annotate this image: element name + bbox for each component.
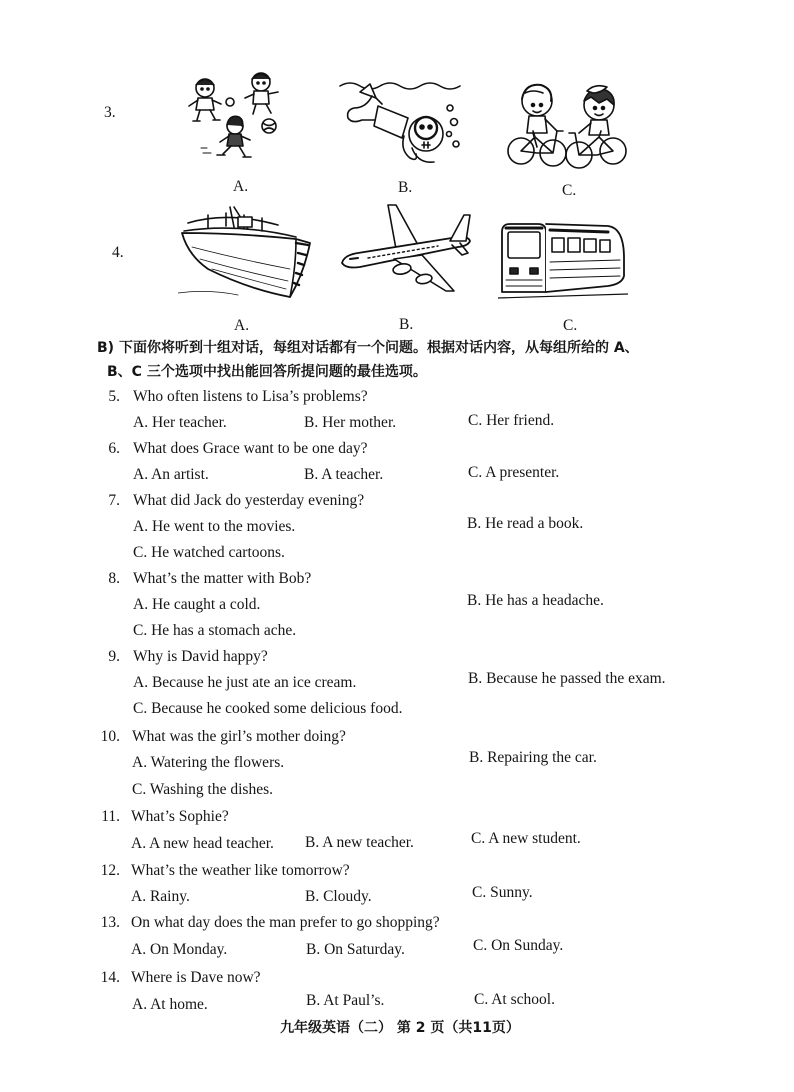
- question-4-number: 4.: [112, 244, 124, 261]
- question-10-option-c: C. Washing the dishes.: [132, 781, 273, 798]
- question-4-option-c-label: C.: [563, 317, 578, 334]
- question-9-option-a: A. Because he just ate an ice cream.: [133, 674, 357, 691]
- question-3-option-a-label: A.: [233, 178, 249, 195]
- question-9-text: Why is David happy?: [133, 648, 268, 665]
- question-14-option-b: B. At Paul’s.: [306, 992, 385, 1009]
- question-11-number: 11.: [101, 808, 120, 825]
- question-7-option-b: B. He read a book.: [467, 515, 584, 532]
- question-6-number: 6.: [108, 440, 120, 457]
- question-10-option-a: A. Watering the flowers.: [132, 754, 285, 771]
- question-8-number: 8.: [108, 570, 120, 587]
- question-6-text: What does Grace want to be one day?: [133, 440, 368, 457]
- question-3-option-b-label: B.: [398, 179, 413, 196]
- section-b-instruction-line-2: B、C 三个选项中找出能回答所提问题的最佳选项。: [107, 364, 427, 380]
- section-b-instruction-line-1: B) 下面你将听到十组对话，每组对话都有一个问题。根据对话内容，从每组所给的 A、: [97, 340, 639, 356]
- question-5-option-c: C. Her friend.: [468, 412, 555, 429]
- question-7-option-c: C. He watched cartoons.: [133, 544, 285, 561]
- question-12-option-b: B. Cloudy.: [305, 888, 372, 905]
- question-10-number: 10.: [100, 728, 120, 745]
- question-11-text: What’s Sophie?: [131, 808, 229, 825]
- question-12-option-c: C. Sunny.: [472, 884, 533, 901]
- question-6-option-a: A. An artist.: [133, 466, 209, 483]
- question-4-option-a-label: A.: [234, 317, 250, 334]
- question-11-option-a: A. A new head teacher.: [131, 835, 274, 852]
- question-5-option-b: B. Her mother.: [304, 414, 397, 431]
- kids-cycling-picture: [503, 75, 631, 170]
- question-11-option-b: B. A new teacher.: [305, 834, 414, 851]
- question-9-option-c: C. Because he cooked some delicious food.: [133, 700, 403, 717]
- boat-picture: [178, 203, 314, 301]
- question-7-number: 7.: [108, 492, 120, 509]
- page-footer: 九年级英语（二） 第 2 页（共11页）: [280, 1020, 520, 1036]
- question-9-option-b: B. Because he passed the exam.: [468, 670, 666, 687]
- question-3-option-c-label: C.: [562, 182, 577, 199]
- question-12-option-a: A. Rainy.: [131, 888, 190, 905]
- question-5-option-a: A. Her teacher.: [133, 414, 227, 431]
- question-10-option-b: B. Repairing the car.: [469, 749, 597, 766]
- question-9-number: 9.: [108, 648, 120, 665]
- question-6-option-b: B. A teacher.: [304, 466, 384, 483]
- question-5-text: Who often listens to Lisa’s problems?: [133, 388, 368, 405]
- question-4-option-b-label: B.: [399, 316, 414, 333]
- train-picture: [498, 218, 628, 302]
- question-13-option-a: A. On Monday.: [131, 941, 228, 958]
- airplane-picture: [338, 203, 474, 293]
- question-7-text: What did Jack do yesterday evening?: [133, 492, 365, 509]
- question-10-text: What was the girl’s mother doing?: [132, 728, 346, 745]
- question-3-number: 3.: [104, 104, 116, 121]
- question-14-number: 14.: [100, 969, 120, 986]
- question-14-option-c: C. At school.: [474, 991, 555, 1008]
- question-8-option-b: B. He has a headache.: [467, 592, 604, 609]
- question-13-option-b: B. On Saturday.: [306, 941, 405, 958]
- question-14-option-a: A. At home.: [132, 996, 208, 1013]
- question-8-text: What’s the matter with Bob?: [133, 570, 312, 587]
- question-11-option-c: C. A new student.: [471, 830, 581, 847]
- question-12-text: What’s the weather like tomorrow?: [131, 862, 350, 879]
- diver-picture: [338, 78, 466, 173]
- question-13-number: 13.: [100, 914, 120, 931]
- question-5-number: 5.: [108, 388, 120, 405]
- question-14-text: Where is Dave now?: [131, 969, 261, 986]
- question-13-text: On what day does the man prefer to go shopping?: [131, 914, 440, 931]
- question-7-option-a: A. He went to the movies.: [133, 518, 296, 535]
- question-6-option-c: C. A presenter.: [468, 464, 560, 481]
- question-13-option-c: C. On Sunday.: [473, 937, 564, 954]
- question-8-option-c: C. He has a stomach ache.: [133, 622, 297, 639]
- question-8-option-a: A. He caught a cold.: [133, 596, 261, 613]
- question-12-number: 12.: [100, 862, 120, 879]
- kids-playing-ball-picture: [183, 68, 293, 163]
